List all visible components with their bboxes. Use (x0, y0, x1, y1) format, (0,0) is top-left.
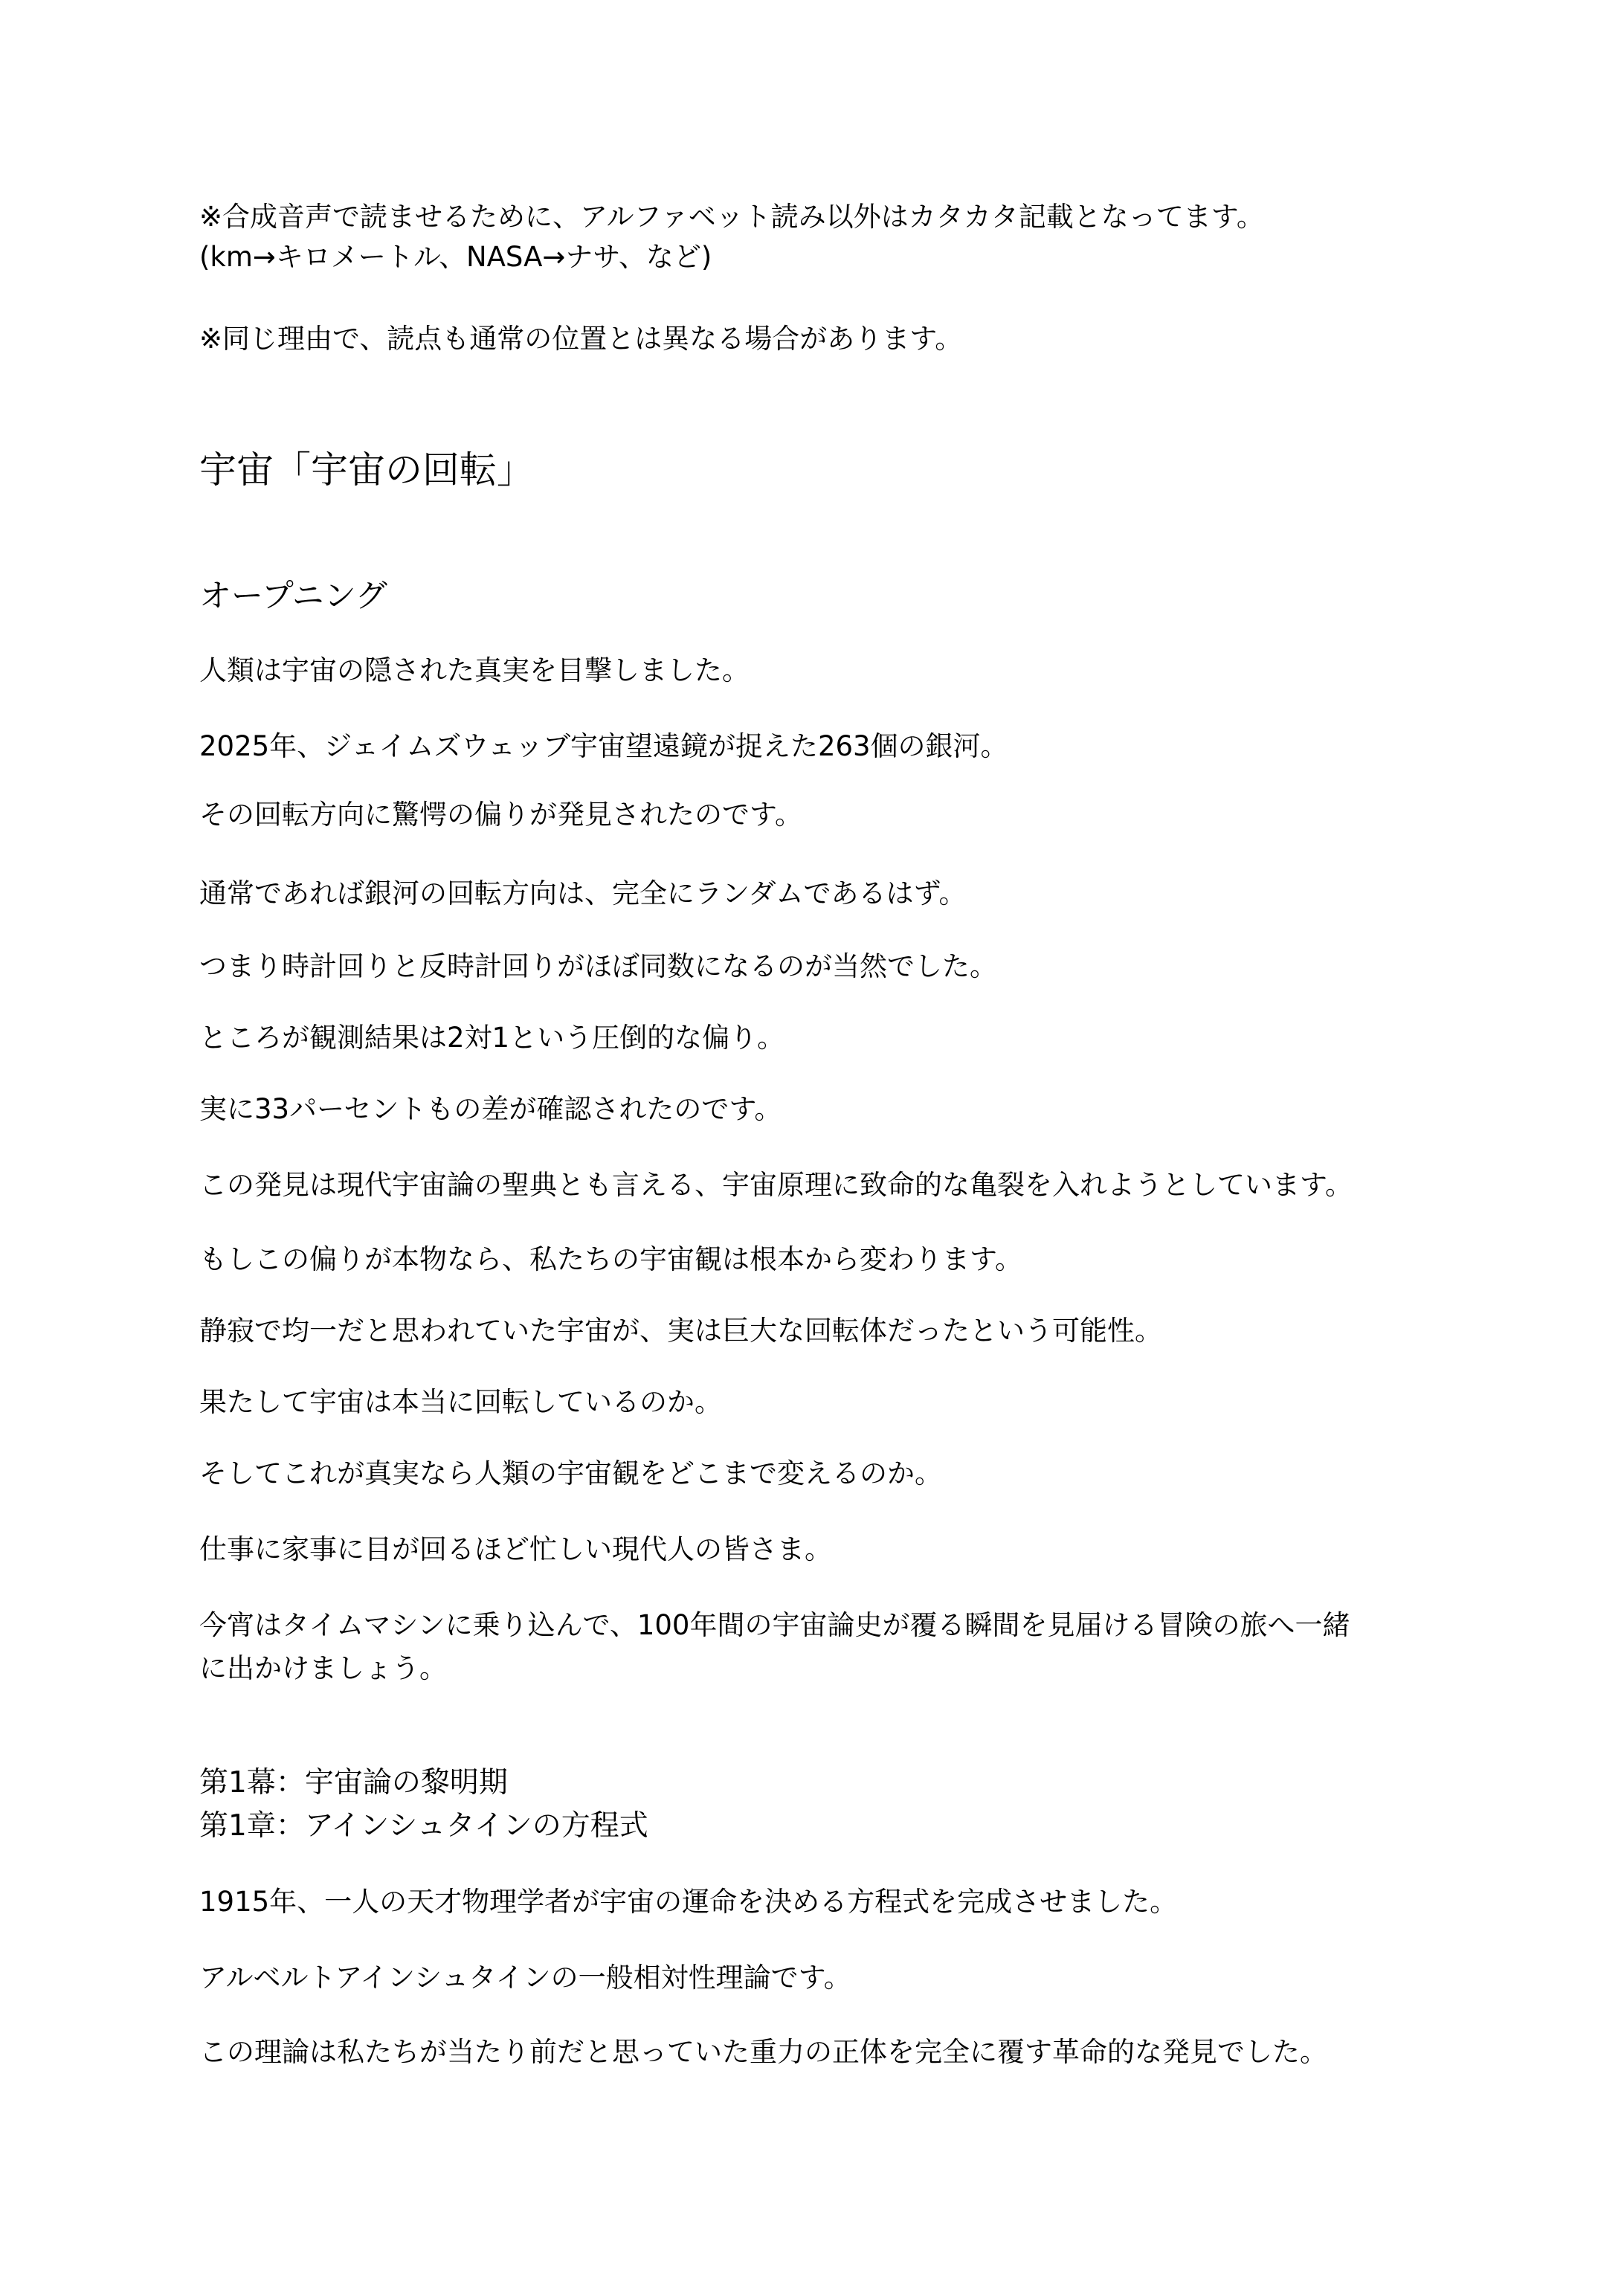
chapter-paragraph: アルベルトアインシュタインの一般相対性理論です。 (199, 1962, 851, 1994)
opening-paragraph: 通常であれば銀河の回転方向は、完全にランダムであるはず。 (199, 877, 967, 909)
opening-paragraph: 今宵はタイムマシンに乗り込んで、100年間の宇宙論史が覆る瞬間を見届ける冒険の旅へ一緒 (199, 1609, 1350, 1641)
opening-paragraph: 実に33パーセントもの差が確認されたのです。 (199, 1093, 782, 1125)
opening-paragraph: 果たして宇宙は本当に回転しているのか。 (199, 1386, 722, 1418)
note-2: (km→キロメートル、NASA→ナサ、など) (199, 241, 712, 273)
opening-paragraph: 人類は宇宙の隠された真実を目撃しました。 (199, 654, 750, 686)
opening-paragraph: つまり時計回りと反時計回りがほぼ同数になるのが当然でした。 (199, 950, 997, 982)
chapter-heading: 第1章：アインシュタインの方程式 (199, 1809, 648, 1843)
opening-paragraph: その回転方向に驚愕の偏りが発見されたのです。 (199, 799, 803, 831)
opening-paragraph: 静寂で均一だと思われていた宇宙が、実は巨大な回転体だったという可能性。 (199, 1315, 1162, 1347)
opening-paragraph: 仕事に家事に目が回るほど忙しい現代人の皆さま。 (199, 1533, 832, 1565)
note-1: ※合成音声で読ませるために、アルファベット読み以外はカタカタ記載となってます。 (199, 201, 1264, 233)
opening-paragraph: に出かけましょう。 (199, 1652, 447, 1684)
opening-paragraph: この発見は現代宇宙論の聖典とも言える、宇宙原理に致命的な亀裂を入れようとしています。 (199, 1169, 1353, 1201)
opening-paragraph: そしてこれが真実なら人類の宇宙観をどこまで変えるのか。 (199, 1457, 942, 1489)
chapter-paragraph: この理論は私たちが当たり前だと思っていた重力の正体を完全に覆す革命的な発見でした。 (199, 2036, 1327, 2068)
opening-paragraph: 2025年、ジェイムズウェッブ宇宙望遠鏡が捉えた263個の銀河。 (199, 730, 1008, 762)
opening-heading: オープニング (199, 578, 387, 615)
opening-paragraph: もしこの偏りが本物なら、私たちの宇宙観は根本から変わります。 (199, 1243, 1023, 1275)
note-3: ※同じ理由で、読点も通常の位置とは異なる場合があります。 (199, 323, 963, 355)
chapter-paragraph: 1915年、一人の天才物理学者が宇宙の運命を決める方程式を完成させました。 (199, 1886, 1178, 1918)
document-title: 宇宙「宇宙の回転」 (199, 448, 534, 492)
act-heading: 第1幕：宇宙論の黎明期 (199, 1766, 508, 1800)
opening-paragraph: ところが観測結果は2対1という圧倒的な偏り。 (199, 1022, 785, 1054)
